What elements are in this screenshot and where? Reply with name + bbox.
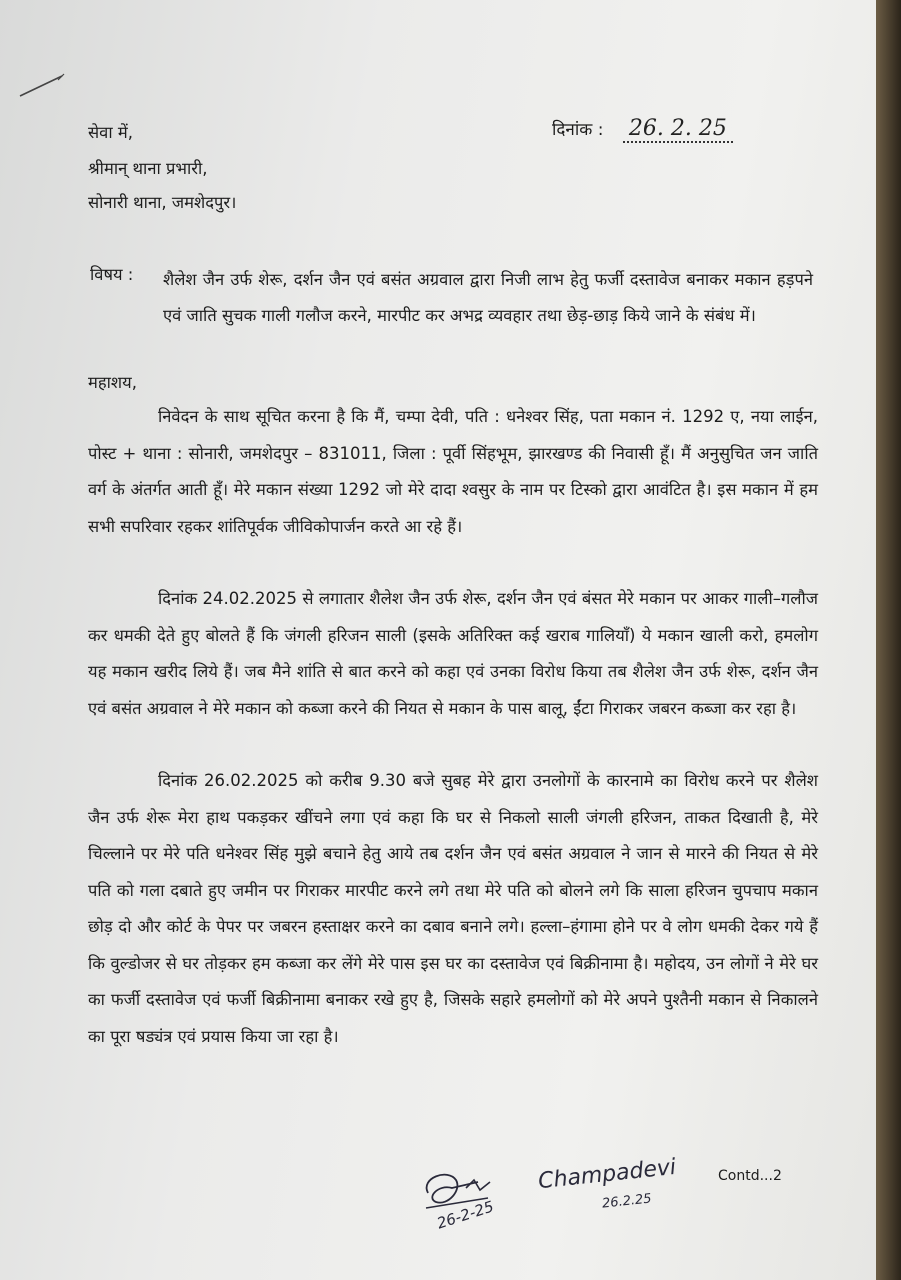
pen-stroke-mark xyxy=(18,70,68,100)
paragraph-1: निवेदन के साथ सूचित करना है कि मैं, चम्पा देवी, पति : धनेश्वर सिंह, पता मकान नं. 1292 ए, नया लाईन, पोस्ट + थाना : सोनारी, जमशेदपुर – 831011, जिला : पूर्वी सिंहभूम, झारखण्ड की निवासी हूँ। मैं अनुसुचित जन जाति वर्ग के अंतर्गत आती हूँ। मेरे मकान संख्या 1292 जो मेरे दादा श्वसुर के नाम पर टिस्को द्वारा आवंटित है। इस मकान में हम सभी सपरिवार रहकर शांतिपूर्वक जीविकोपार्जन करते आ रहे हैं। xyxy=(88,407,818,536)
subject-text: शैलेश जैन उर्फ शेरू, दर्शन जैन एवं बसंत अग्रवाल द्वारा निजी लाभ हेतु फर्जी दस्तावेज बनाकर मकान हड़पने एवं जाति सुचक गाली गलौज करने, मारपीट कर अभद्र व्यवहार तथा छेड़-छाड़ किये जाने के संबंध में। xyxy=(163,270,813,325)
paragraph-2: दिनांक 24.02.2025 से लगातार शैलेश जैन उर्फ शेरू, दर्शन जैन एवं बंसत मेरे मकान पर आकर गाली–गलौज कर धमकी देते हुए बोलते हैं कि जंगली हरिजन साली (इसके अतिरिक्त कई खराब गालियाँ) ये मकान खाली करो, हमलोग यह मकान खरीद लिये हैं। जब मैने शांति से बात करने को कहा एवं उनका विरोध किया तब शैलेश जैन उर्फ शेरू, दर्शन जैन एवं बसंत अग्रवाल ने मेरे मकान को कब्जा करने की नियत से मकान के पास बालू, ईंटा गिराकर जबरन कब्जा कर रहा है। xyxy=(88,589,818,718)
address-line-2: श्रीमान् थाना प्रभारी, xyxy=(88,159,208,178)
date-row xyxy=(552,116,733,143)
address-line-1: सेवा में, xyxy=(88,123,133,142)
date-label: दिनांक : xyxy=(552,120,604,140)
signature-date-left: 26-2-25 xyxy=(434,1197,496,1233)
signature-scribble xyxy=(418,1158,538,1238)
background-edge xyxy=(876,0,901,1280)
signature-name: Champadevi xyxy=(537,1154,678,1195)
address-line-3: सोनारी थाना, जमशेदपुर। xyxy=(88,193,237,212)
paragraph-3: दिनांक 26.02.2025 को करीब 9.30 बजे सुबह मेरे द्वारा उनलोगों के कारनामे का विरोध करने पर शैलेश जैन उर्फ शेरू मेरा हाथ पकड़कर खींचने लगा एवं कहा कि घर से निकलो साली जंगली हरिजन, ताकत दिखाती है, मेरे चिल्लाने पर मेरे पति धनेश्वर सिंह मुझे बचाने हेतु आये तब दर्शन जैन एवं बसंत अग्रवाल ने जान से मारने की नियत से मेरे पति को गला दबाते हुए जमीन पर गिराकर मारपीट करने लगे तथा मेरे पति को बोलने लगे कि साला हरिजन चुपचाप मकान छोड़ दो और कोर्ट के पेपर पर जबरन हस्ताक्षर करने का दबाव बनाने लगे। हल्ला–हंगामा होने पर वे लोग धमकी देकर गये हैं कि वुल्डोजर से घर तोड़कर हम कब्जा कर लेंगे मेरे पास इस घर का दस्तावेज एवं बिक्रीनामा है। महोदय, उन लोगों ने मेरे घर का फर्जी दस्तावेज एवं फर्जी बिक्रीनामा बनाकर रखे हुए है, जिसके सहारे हमलोगों को मेरे अपने पुश्तैनी मकान से निकालने का पूरा षड्यंत्र एवं प्रयास किया जा रहा है। xyxy=(88,771,818,1046)
subject-label: विषय : xyxy=(90,265,134,284)
date-value: 26. 2. 25 xyxy=(623,116,733,143)
continued-note: Contd...2 xyxy=(718,1168,782,1184)
salutation: महाशय, xyxy=(88,373,137,392)
signature-date-right: 26.2.25 xyxy=(601,1191,653,1212)
